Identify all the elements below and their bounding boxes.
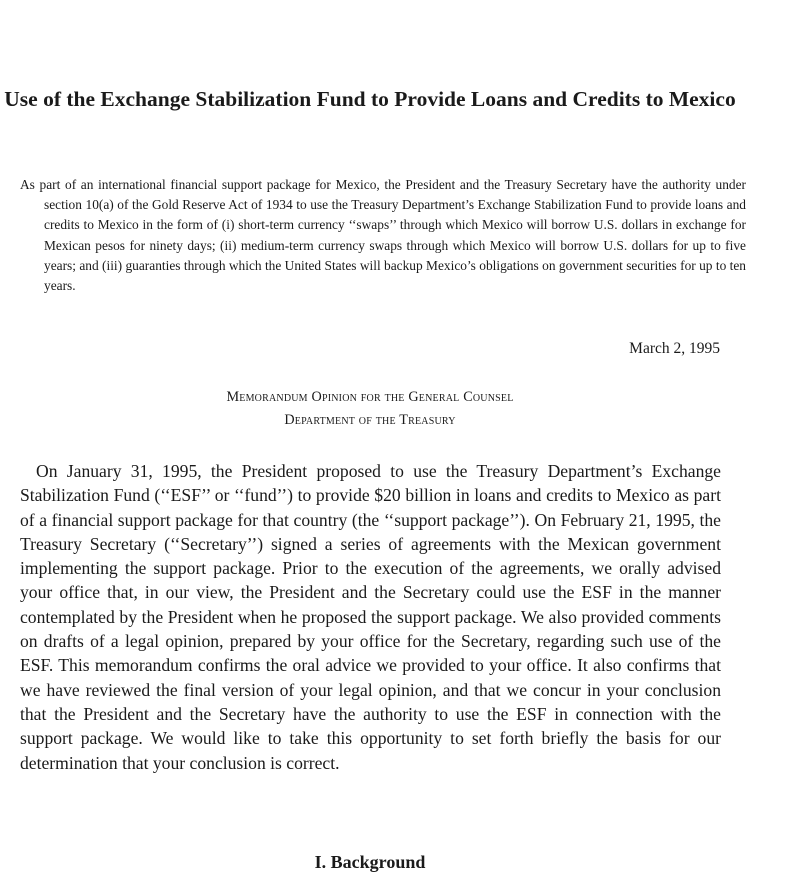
memo-heading bbox=[0, 386, 740, 432]
memo-heading-line-1: Memorandum Opinion for the General Counsel bbox=[226, 389, 514, 405]
body-paragraph: On January 31, 1995, the President proposed to use the Treasury Department’s Exchange Stabilization Fund (‘‘ESF’’ or ‘‘fund’’) to provide $20 billion in loans and credits to Mexico as part of a financial support package for that country (the ‘‘support package’’). On February 21, 1995, the Treasury Secretary (‘‘Secretary’’) signed a series of agreements with the Mexican government implementing the support package. Prior to the execution of the agreements, we orally advised your office that, in our view, the President and the Secretary could use the ESF in the manner contemplated by the President when he proposed the support package. We also provided comments on drafts of a legal opinion, prepared by your office for the Secretary, regarding such use of the ESF. This memorandum confirms the oral advice we provided to your office. It also confirms that we have reviewed the final version of your legal opinion, and that we concur in your conclusion that the President and the Secretary have the authority to use the ESF in connection with the support package. We would like to take this opportunity to set forth briefly the basis for our determination that your conclusion is correct. bbox=[20, 461, 721, 773]
opinion-date: March 2, 1995 bbox=[629, 340, 720, 357]
section-heading-background: I. Background bbox=[314, 852, 426, 872]
memo-heading-line-2: Department of the Treasury bbox=[284, 412, 456, 428]
summary-paragraph: As part of an international financial support package for Mexico, the President and the Treasury Secretary have the authority under section 10(a) of the Gold Reserve Act of 1934 to use the Treasury Department’s Exchange Stabilization Fund to provide loans and credits to Mexico in the form of (i) short-term currency ‘‘swaps’’ through which Mexico will borrow U.S. dollars in exchange for Mexican pesos for ninety days; (ii) medium-term currency swaps through which Mexico will borrow U.S. dollars for up to five years; and (iii) guaranties through which the United States will backup Mexico’s obligations on government securities for up to ten years. bbox=[20, 177, 746, 294]
document-title: Use of the Exchange Stabilization Fund to Provide Loans and Credits to Mexico bbox=[4, 87, 736, 111]
